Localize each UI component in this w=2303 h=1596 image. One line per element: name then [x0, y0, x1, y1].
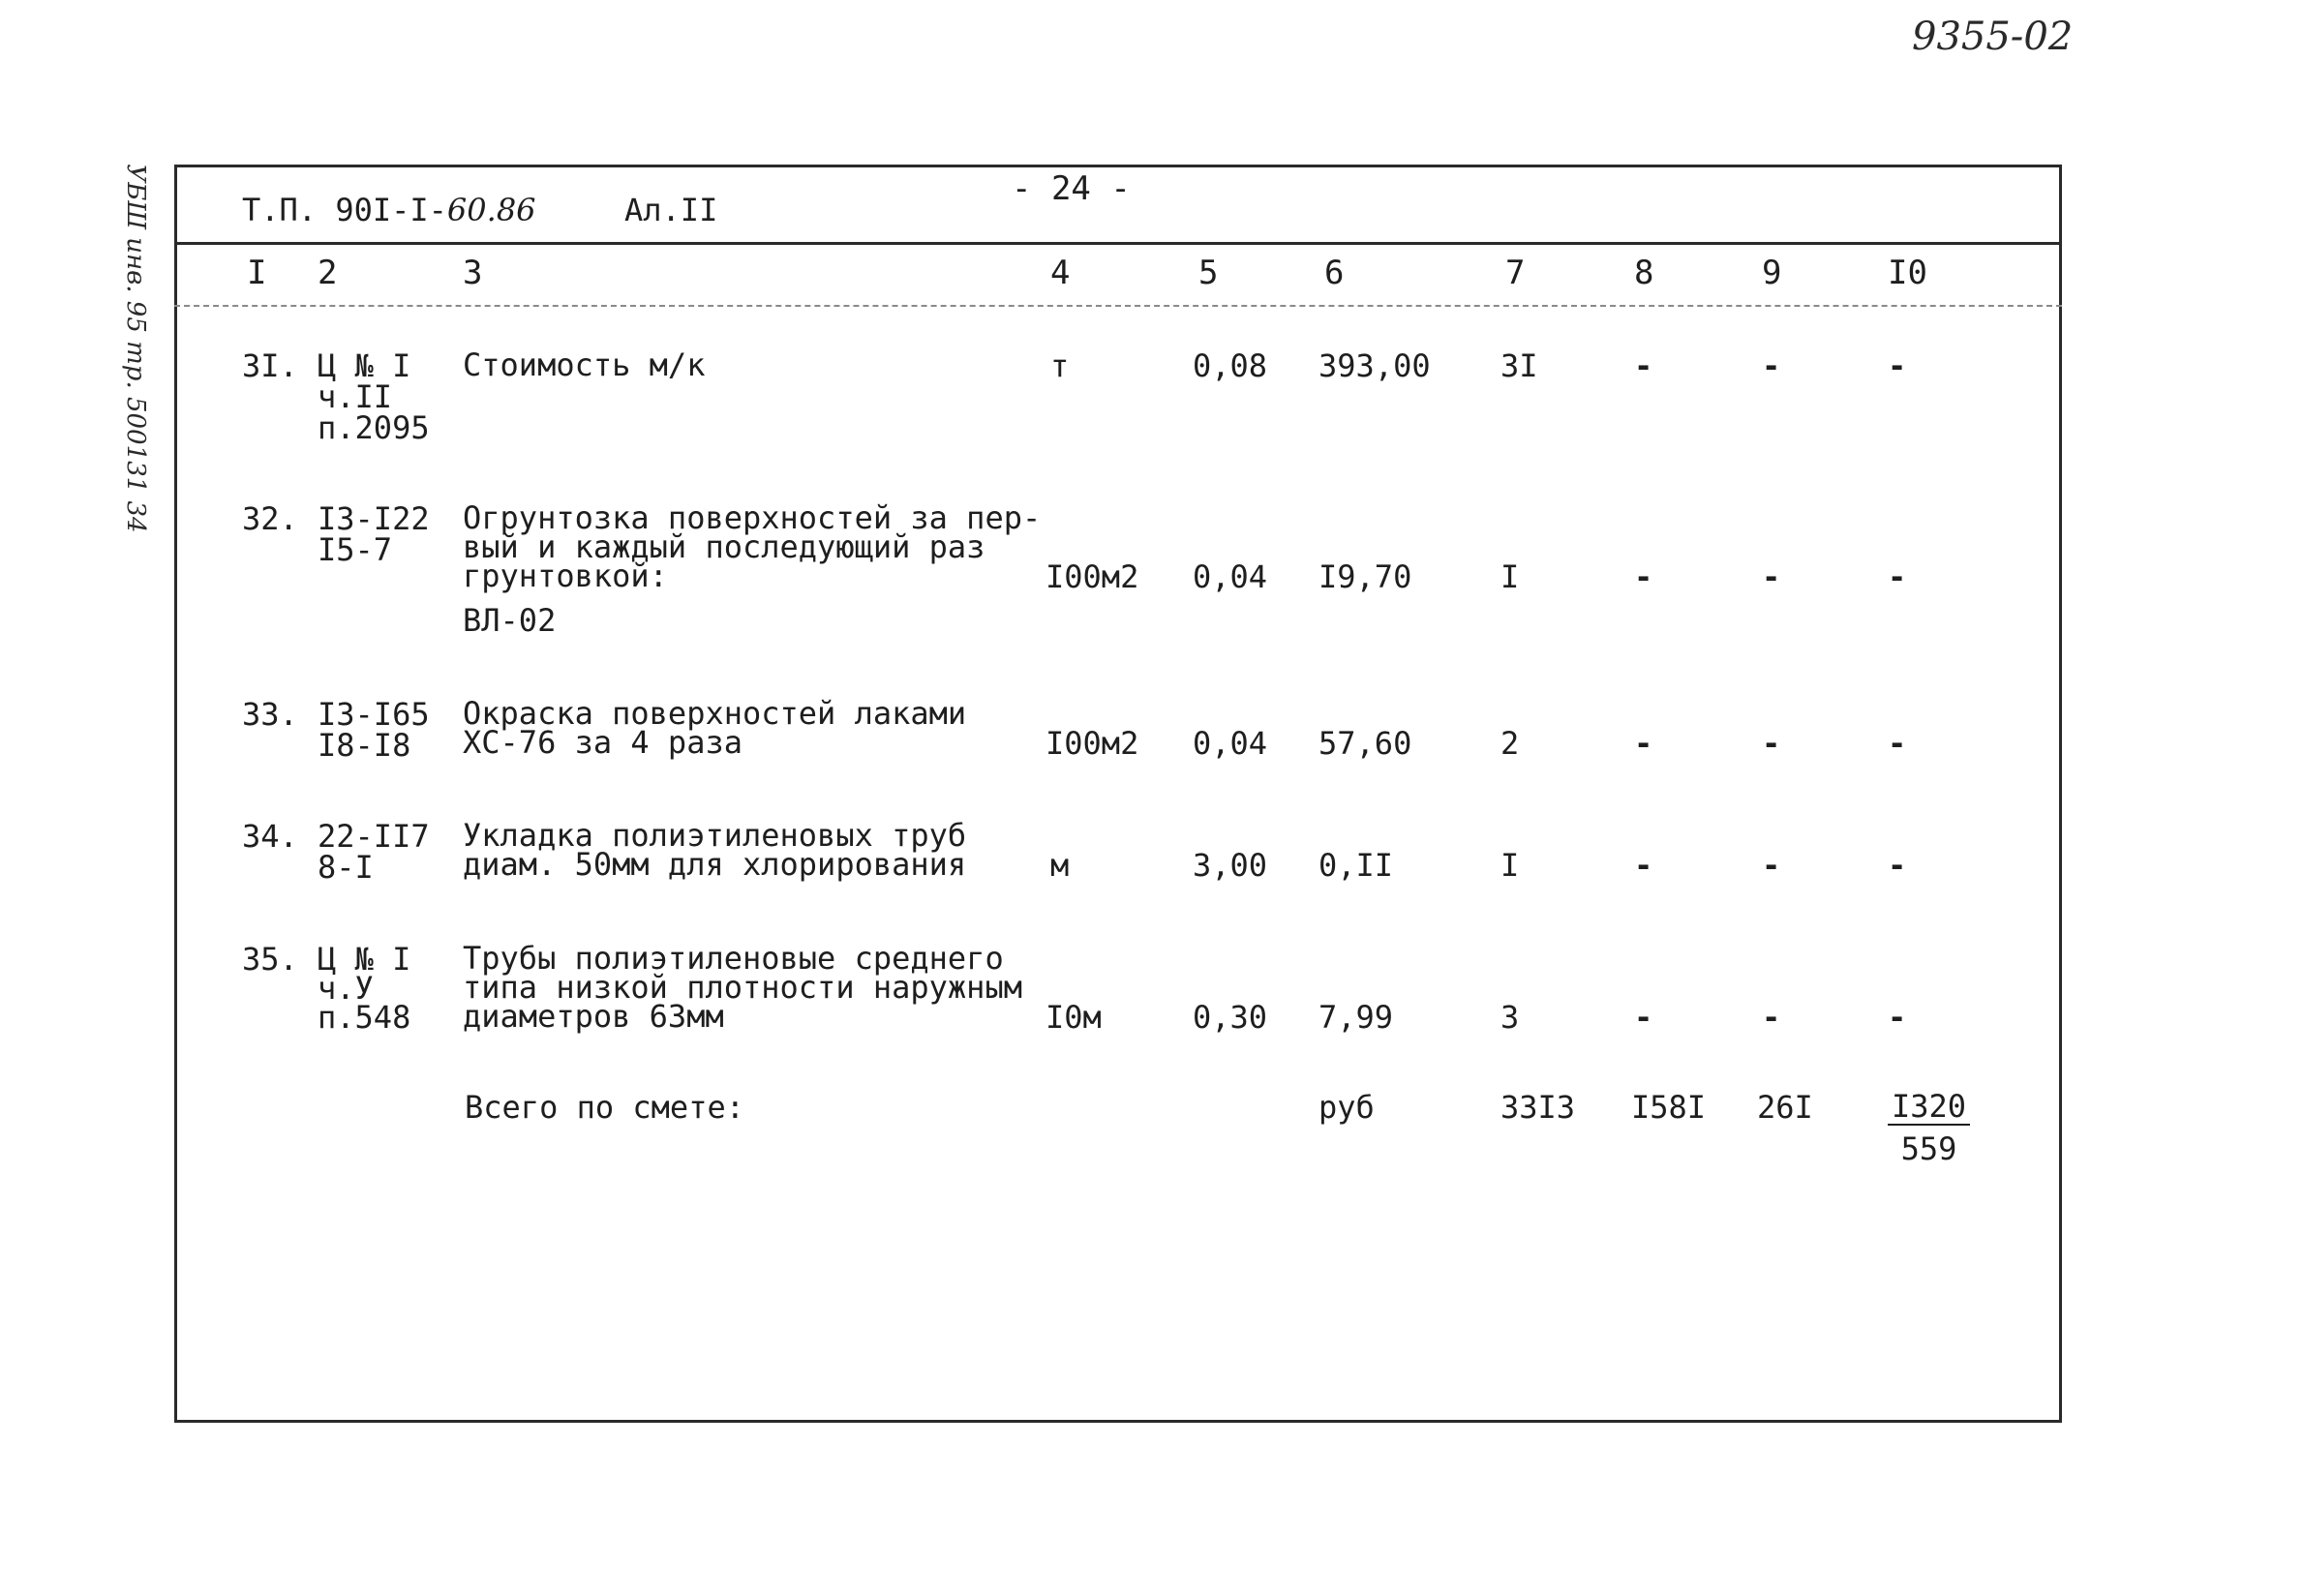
quantity: 3,00	[1193, 847, 1268, 884]
unit: I00м2	[1045, 558, 1139, 595]
margin-stamp	[106, 164, 165, 533]
doc-code-prefix: Т.П. 90I-I-	[242, 192, 447, 228]
description-line: Окраска поверхностей лаками	[463, 695, 967, 732]
corner-note: 9355-02	[1912, 15, 2074, 59]
unit: т	[1050, 347, 1070, 384]
doc-code-handwritten: 60.86	[446, 192, 536, 228]
column-header-rule	[174, 305, 2062, 307]
description-line: Стоимость м/к	[463, 346, 706, 383]
description-line: грунтовкой:	[463, 557, 668, 594]
unit-price: I9,70	[1318, 558, 1412, 595]
col7-value: 2	[1500, 725, 1520, 762]
col-header-3: 3	[463, 254, 483, 292]
description-line: Трубы полиэтиленовые среднего	[463, 940, 1004, 977]
row-number: 34.	[242, 818, 298, 855]
col10-value: -	[1888, 999, 1907, 1036]
col10-value: -	[1888, 725, 1907, 762]
col7-value: 3	[1500, 999, 1520, 1036]
unit: I0м	[1045, 999, 1102, 1036]
description-line: Укладка полиэтиленовых труб	[463, 817, 967, 854]
norm-code-line: Ц № I	[318, 941, 411, 978]
row-number: 3I.	[242, 347, 298, 384]
total-unit: руб	[1318, 1089, 1375, 1126]
description-line: вый и каждый последующий раз	[463, 528, 985, 565]
description-line: ХС-76 за 4 раза	[463, 724, 742, 761]
col9-value: -	[1762, 847, 1781, 884]
col8-value: -	[1634, 847, 1653, 884]
col-header-2: 2	[318, 254, 338, 292]
norm-code-line: ч.У	[318, 970, 374, 1007]
quantity: 0,04	[1193, 725, 1268, 762]
total-col9: 26I	[1757, 1089, 1813, 1126]
unit-price: 393,00	[1318, 347, 1431, 384]
col-header-5: 5	[1198, 254, 1219, 292]
quantity: 0,30	[1193, 999, 1268, 1036]
margin-stamp-text: УБШ инв. 95 тр. 500131 34	[121, 164, 150, 533]
col7-value: I	[1500, 558, 1520, 595]
col-header-4: 4	[1050, 254, 1071, 292]
norm-code-line: I3-I65	[318, 696, 430, 733]
col-header-8: 8	[1634, 254, 1654, 292]
norm-code-line: I5-7	[318, 531, 393, 568]
total-col7: 33I3	[1500, 1089, 1576, 1126]
col8-value: -	[1634, 999, 1653, 1036]
quantity: 0,04	[1193, 558, 1268, 595]
col10-value: -	[1888, 347, 1907, 384]
col9-value: -	[1762, 725, 1781, 762]
col-header-9: 9	[1762, 254, 1782, 292]
total-col8: I58I	[1631, 1089, 1707, 1126]
unit-price: 0,II	[1318, 847, 1394, 884]
norm-code-line: I3-I22	[318, 500, 430, 537]
header-divider	[174, 242, 2062, 245]
unit-price: 57,60	[1318, 725, 1412, 762]
quantity: 0,08	[1193, 347, 1268, 384]
doc-code	[242, 192, 536, 228]
total-col10	[1888, 1089, 1970, 1166]
norm-code-line: 22-II7	[318, 818, 430, 855]
description-line: ВЛ-02	[463, 602, 557, 639]
col8-value: -	[1634, 347, 1653, 384]
description-line: типа низкой плотности наружным	[463, 969, 1022, 1006]
norm-code-line: п.548	[318, 999, 411, 1036]
col9-value: -	[1762, 999, 1781, 1036]
row-number: 32.	[242, 500, 298, 537]
unit: I00м2	[1045, 725, 1139, 762]
description-line: диаметров 63мм	[463, 998, 724, 1035]
col9-value: -	[1762, 558, 1781, 595]
row-number: 33.	[242, 696, 298, 733]
col-header-10: I0	[1888, 254, 1927, 292]
col10-value: -	[1888, 847, 1907, 884]
col7-value: 3I	[1500, 347, 1538, 384]
unit-price: 7,99	[1318, 999, 1394, 1036]
col8-value: -	[1634, 725, 1653, 762]
unit: м	[1050, 847, 1070, 884]
description-line: диам. 50мм для хлорирования	[463, 846, 967, 883]
col-header-6: 6	[1324, 254, 1345, 292]
col-header-1: I	[247, 254, 267, 292]
col8-value: -	[1634, 558, 1653, 595]
description-line: Огрунтозка поверхностей за пер-	[463, 499, 1042, 536]
total-col10-denominator: 559	[1900, 1130, 1957, 1167]
total-col10-numerator: I320	[1888, 1089, 1970, 1126]
col-header-7: 7	[1505, 254, 1526, 292]
norm-code-line: ч.II	[318, 378, 393, 415]
col7-value: I	[1500, 847, 1520, 884]
col10-value: -	[1888, 558, 1907, 595]
sheet-ref: Ал.II	[624, 192, 718, 228]
row-number: 35.	[242, 941, 298, 978]
norm-code-line: Ц № I	[318, 347, 411, 384]
col9-value: -	[1762, 347, 1781, 384]
page-number: - 24 -	[1012, 169, 1131, 208]
total-label: Всего по смете:	[465, 1089, 744, 1126]
norm-code-line: п.2095	[318, 409, 430, 446]
norm-code-line: I8-I8	[318, 727, 411, 764]
norm-code-line: 8-I	[318, 849, 374, 886]
